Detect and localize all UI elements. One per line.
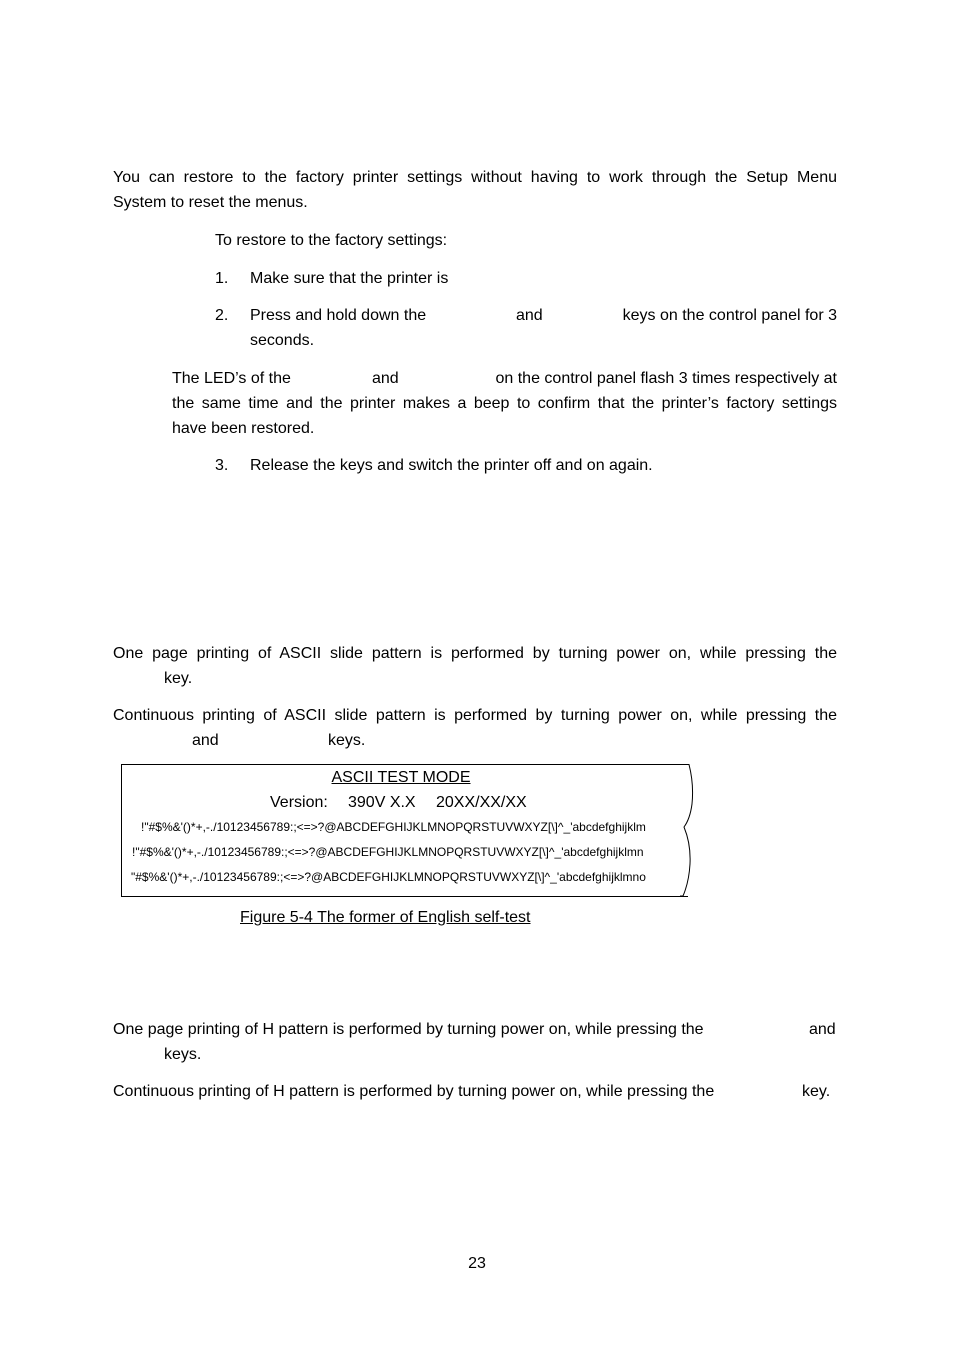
step2-line2: seconds.	[250, 332, 315, 349]
h-p2-key: key.	[802, 1083, 831, 1100]
sample-row-3: "#$%&'()*+,-./10123456789:;<=>?@ABCDEFGHIJKLMNOPQRSTUVWXYZ[\]^_'abcdefghijklmno	[131, 870, 646, 884]
restore-lead: To restore to the factory settings:	[215, 232, 448, 249]
h-p2-line1: Continuous printing of H pattern is performed by turning power on, while pressing the	[113, 1083, 715, 1100]
led-text-a: The LED’s of the	[172, 370, 291, 387]
led-line3: have been restored.	[172, 420, 315, 437]
sample-row-1: !"#$%&'()*+,-./10123456789:;<=>?@ABCDEFGHIJKLMNOPQRSTUVWXYZ[\]^_'abcdefghijklm	[141, 820, 646, 834]
step3-text: Release the keys and switch the printer off and on again.	[250, 457, 653, 474]
step2-text-a: Press and hold down the	[250, 307, 427, 324]
restore-intro-line1: You can restore to the factory printer settings without having to work through the Setup Menu	[113, 169, 837, 186]
h-p1-line1: One page printing of H pattern is performed by turning power on, while pressing the	[113, 1021, 704, 1038]
step1-number: 1.	[215, 270, 229, 287]
restore-intro-line2: System to reset the menus.	[113, 194, 308, 211]
step2-number: 2.	[215, 307, 229, 324]
sample-version-date: 20XX/XX/XX	[436, 794, 527, 811]
torn-edge	[680, 764, 700, 897]
sample-row-2: !"#$%&'()*+,-./10123456789:;<=>?@ABCDEFGHIJKLMNOPQRSTUVWXYZ[\]^_'abcdefghijklmn	[132, 845, 644, 859]
sample-title: ASCII TEST MODE	[331, 769, 471, 786]
ascii-p1-line2: key.	[164, 670, 193, 687]
step1-text: Make sure that the printer is	[250, 270, 449, 287]
h-p1-line2: keys.	[164, 1046, 202, 1063]
ascii-p1-line1: One page printing of ASCII slide pattern is performed by turning power on, while pressing the	[113, 645, 837, 662]
h-p1-and: and	[809, 1021, 836, 1038]
step2-and: and	[516, 307, 543, 324]
led-and: and	[372, 370, 399, 387]
step3-number: 3.	[215, 457, 229, 474]
sample-version-label: Version:	[270, 794, 328, 811]
page-number: 23	[468, 1255, 486, 1272]
ascii-p2-line1: Continuous printing of ASCII slide pattern is performed by turning power on, while pressing the	[113, 707, 837, 724]
led-line2: the same time and the printer makes a beep to confirm that the printer’s factory settings	[172, 395, 837, 412]
ascii-p2-keys: keys.	[328, 732, 366, 749]
step2-text-b: keys on the control panel for 3	[622, 307, 837, 324]
ascii-p2-and: and	[192, 732, 219, 749]
led-text-b: on the control panel flash 3 times respectively at	[495, 370, 837, 387]
sample-version-value: 390V X.X	[348, 794, 416, 811]
figure-caption: Figure 5-4 The former of English self-test	[240, 909, 531, 926]
